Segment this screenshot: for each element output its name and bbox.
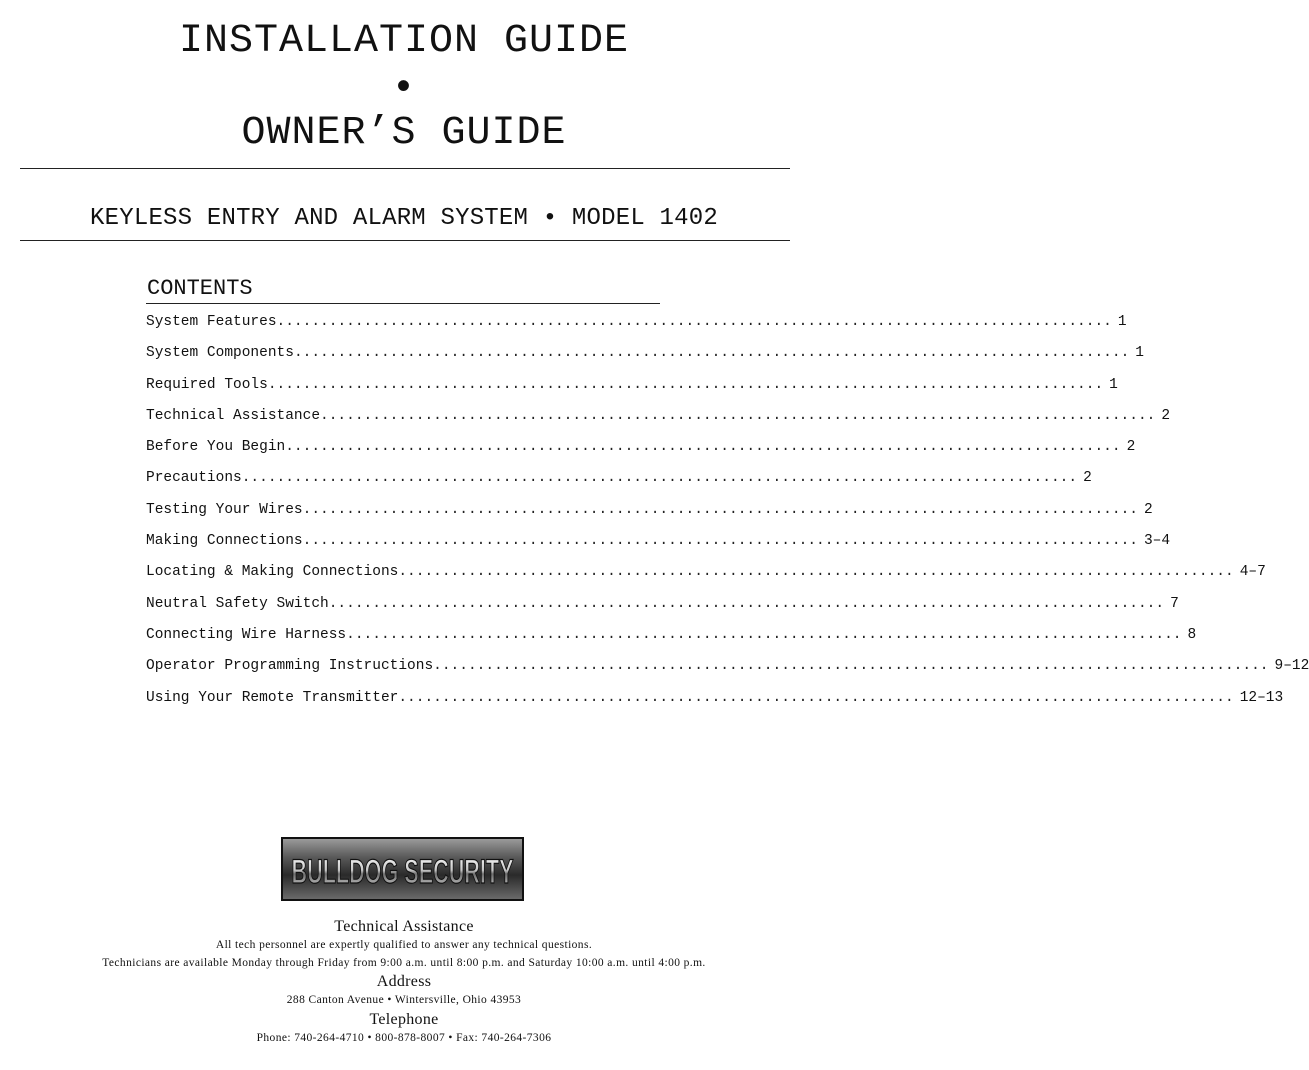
toc-entry-page: 1	[1117, 314, 1127, 330]
toc-entry-page: 1	[1109, 376, 1118, 393]
toc-dot-leader	[294, 345, 1129, 361]
header-rule-top	[20, 168, 790, 169]
toc-entry-label: Precautions	[146, 470, 242, 487]
toc-entry	[146, 533, 1171, 564]
toc-entry-label: Locating & Making Connections	[146, 564, 399, 581]
toc-entry-page: 8	[1187, 626, 1197, 643]
toc-entry	[146, 314, 1127, 345]
toc-entry-label: Operator Programming Instructions	[146, 658, 434, 675]
toc-entry	[146, 439, 1136, 470]
toc-entry-label: Neutral Safety Switch	[146, 595, 329, 612]
toc-entry	[146, 658, 1309, 689]
table-of-contents	[146, 314, 1309, 721]
address-heading: Address	[376, 973, 432, 990]
header-rule-bottom	[20, 240, 790, 241]
toc-dot-leader	[329, 596, 1164, 612]
toc-entry-page: 12–13	[1239, 689, 1284, 706]
toc-entry-label: System Features	[146, 314, 277, 330]
toc-entry-page: 2	[1161, 407, 1171, 424]
toc-dot-leader	[303, 502, 1138, 518]
toc-dot-leader	[320, 408, 1155, 424]
subtitle-product: KEYLESS ENTRY AND ALARM SYSTEM • MODEL 1402	[90, 205, 718, 232]
bulldog-security-logo	[281, 837, 524, 901]
toc-dot-leader	[242, 470, 1077, 486]
toc-entry-page: 2	[1143, 501, 1153, 518]
toc-entry-page: 9–12	[1274, 658, 1309, 675]
toc-dot-leader	[398, 690, 1233, 706]
toc-entry	[146, 407, 1171, 439]
address-line: 288 Canton Avenue • Wintersville, Ohio 43953	[286, 994, 522, 1006]
toc-entry	[146, 626, 1197, 658]
toc-entry	[146, 564, 1266, 595]
toc-dot-leader	[268, 377, 1103, 393]
toc-dot-leader	[285, 439, 1120, 455]
title-owners-guide: OWNER’S GUIDE	[241, 111, 567, 156]
toc-entry	[146, 470, 1092, 501]
toc-entry	[146, 376, 1118, 408]
toc-entry-page: 2	[1126, 439, 1136, 456]
telephone-line: Phone: 740-264-4710 • 800-878-8007 • Fax: 740-264-7306	[256, 1032, 552, 1044]
telephone-heading: Telephone	[369, 1011, 439, 1028]
toc-entry	[146, 595, 1179, 627]
tech-assistance-heading: Technical Assistance	[334, 918, 474, 935]
tech-assistance-line1: All tech personnel are expertly qualified to answer any technical questions.	[215, 939, 593, 951]
toc-entry-page: 2	[1083, 470, 1092, 487]
toc-entry-page: 7	[1170, 595, 1179, 612]
logo-wordmark	[285, 841, 520, 897]
toc-entry-label: Making Connections	[146, 533, 303, 550]
toc-entry-label: Required Tools	[146, 376, 268, 393]
tech-assistance-line2: Technicians are available Monday through Friday from 9:00 a.m. until 8:00 p.m. and Saturday 10:00 a.m. until 4:00 p.m.	[102, 957, 706, 969]
toc-entry-page: 4–7	[1239, 564, 1266, 581]
toc-dot-leader	[277, 314, 1112, 330]
contents-heading: CONTENTS	[147, 276, 253, 301]
toc-entry-label: System Components	[146, 345, 294, 362]
logo-text: BULLDOG SECURITY	[291, 853, 514, 891]
title-installation-guide: INSTALLATION GUIDE	[178, 19, 630, 64]
toc-entry	[146, 345, 1144, 376]
toc-entry-label: Using Your Remote Transmitter	[146, 689, 399, 706]
toc-entry	[146, 689, 1284, 721]
toc-entry-label: Before You Begin	[146, 439, 286, 456]
toc-entry-label: Connecting Wire Harness	[146, 626, 347, 643]
toc-entry-page: 3–4	[1143, 533, 1171, 550]
contents-rule	[146, 303, 660, 304]
toc-entry-label: Technical Assistance	[146, 407, 321, 424]
title-bullet: •	[391, 67, 417, 112]
toc-dot-leader	[433, 658, 1268, 674]
toc-entry-page: 1	[1135, 345, 1144, 362]
toc-entry	[146, 501, 1153, 533]
toc-dot-leader	[303, 533, 1138, 549]
toc-dot-leader	[346, 627, 1181, 643]
toc-entry-label: Testing Your Wires	[146, 501, 303, 518]
toc-dot-leader	[398, 564, 1233, 580]
